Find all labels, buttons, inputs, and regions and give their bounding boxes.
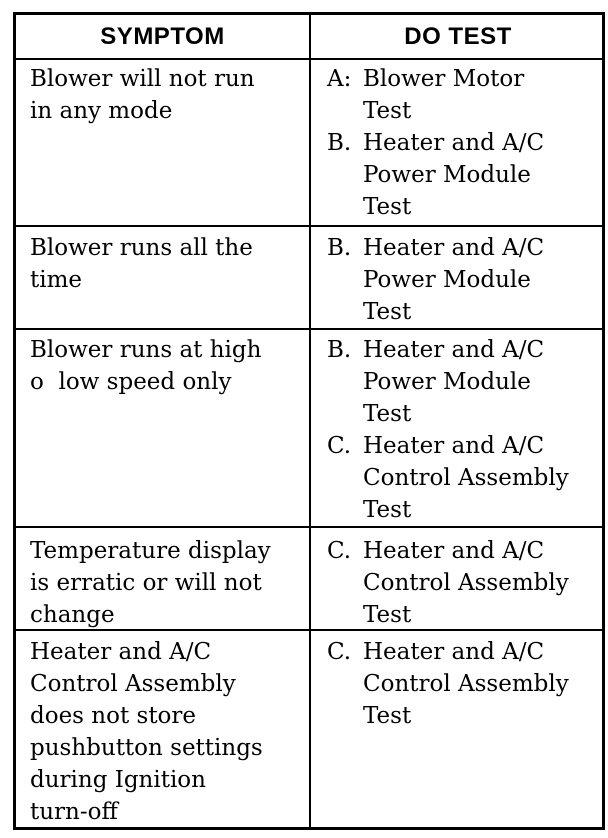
- symptom-line: pushbutton settings: [30, 735, 263, 761]
- test-label: B.: [327, 130, 352, 156]
- test-item: [327, 636, 569, 732]
- header-do-test: DO TEST: [404, 22, 512, 50]
- symptom-cell-1: [30, 63, 255, 127]
- symptom-line: Blower runs all the: [30, 235, 253, 261]
- test-line: Heater and A/C: [363, 433, 545, 459]
- test-item: [327, 63, 544, 127]
- symptom-test-table: [13, 12, 605, 830]
- test-line: Test: [363, 602, 412, 628]
- row-divider: [16, 526, 602, 528]
- test-item: [327, 127, 544, 223]
- symptom-line: during Ignition: [30, 767, 206, 793]
- column-divider: [309, 15, 311, 827]
- test-label: C.: [327, 639, 352, 665]
- test-label: C.: [327, 433, 352, 459]
- test-line: Test: [363, 98, 412, 124]
- symptom-line: in any mode: [30, 98, 173, 124]
- symptom-line: is erratic or will not: [30, 570, 262, 596]
- test-item: [327, 232, 544, 328]
- test-line: Test: [363, 401, 412, 427]
- test-item: [327, 334, 569, 430]
- test-label: A:: [327, 66, 352, 92]
- test-line: Power Module: [363, 369, 531, 395]
- symptom-line: o low speed only: [30, 369, 232, 395]
- symptom-line: Temperature display: [30, 538, 271, 564]
- test-line: Heater and A/C: [363, 130, 545, 156]
- test-cell-2: [327, 232, 544, 328]
- test-line: Blower Motor: [363, 66, 525, 92]
- test-line: Heater and A/C: [363, 538, 545, 564]
- test-line: Heater and A/C: [363, 337, 545, 363]
- test-item: [327, 535, 569, 631]
- symptom-line: Blower will not run: [30, 66, 255, 92]
- test-cell-1: [327, 63, 544, 223]
- symptom-line: turn-off: [30, 799, 118, 825]
- test-cell-4: [327, 535, 569, 631]
- test-label: B.: [327, 235, 352, 261]
- test-cell-5: [327, 636, 569, 732]
- row-divider: [16, 328, 602, 330]
- test-label: B.: [327, 337, 352, 363]
- test-line: Power Module: [363, 267, 531, 293]
- test-line: Power Module: [363, 162, 531, 188]
- test-line: Heater and A/C: [363, 235, 545, 261]
- symptom-line: time: [30, 267, 83, 293]
- symptom-cell-4: [30, 535, 271, 631]
- test-line: Test: [363, 194, 412, 220]
- test-item: [327, 430, 569, 526]
- symptom-cell-3: [30, 334, 261, 398]
- row-divider: [16, 225, 602, 227]
- symptom-line: Control Assembly: [30, 671, 236, 697]
- test-line: Test: [363, 703, 412, 729]
- symptom-line: Blower runs at high: [30, 337, 262, 363]
- test-label: C.: [327, 538, 352, 564]
- test-line: Test: [363, 299, 412, 325]
- test-line: Control Assembly: [363, 671, 569, 697]
- test-line: Control Assembly: [363, 570, 569, 596]
- header-divider: [16, 58, 602, 60]
- test-cell-3: [327, 334, 569, 526]
- symptom-cell-2: [30, 232, 253, 296]
- test-line: Heater and A/C: [363, 639, 545, 665]
- header-symptom: SYMPTOM: [100, 22, 225, 50]
- test-line: Control Assembly: [363, 465, 569, 491]
- symptom-cell-5: [30, 636, 263, 828]
- symptom-line: does not store: [30, 703, 197, 729]
- test-line: Test: [363, 497, 412, 523]
- symptom-line: Heater and A/C: [30, 639, 212, 665]
- symptom-line: change: [30, 602, 115, 628]
